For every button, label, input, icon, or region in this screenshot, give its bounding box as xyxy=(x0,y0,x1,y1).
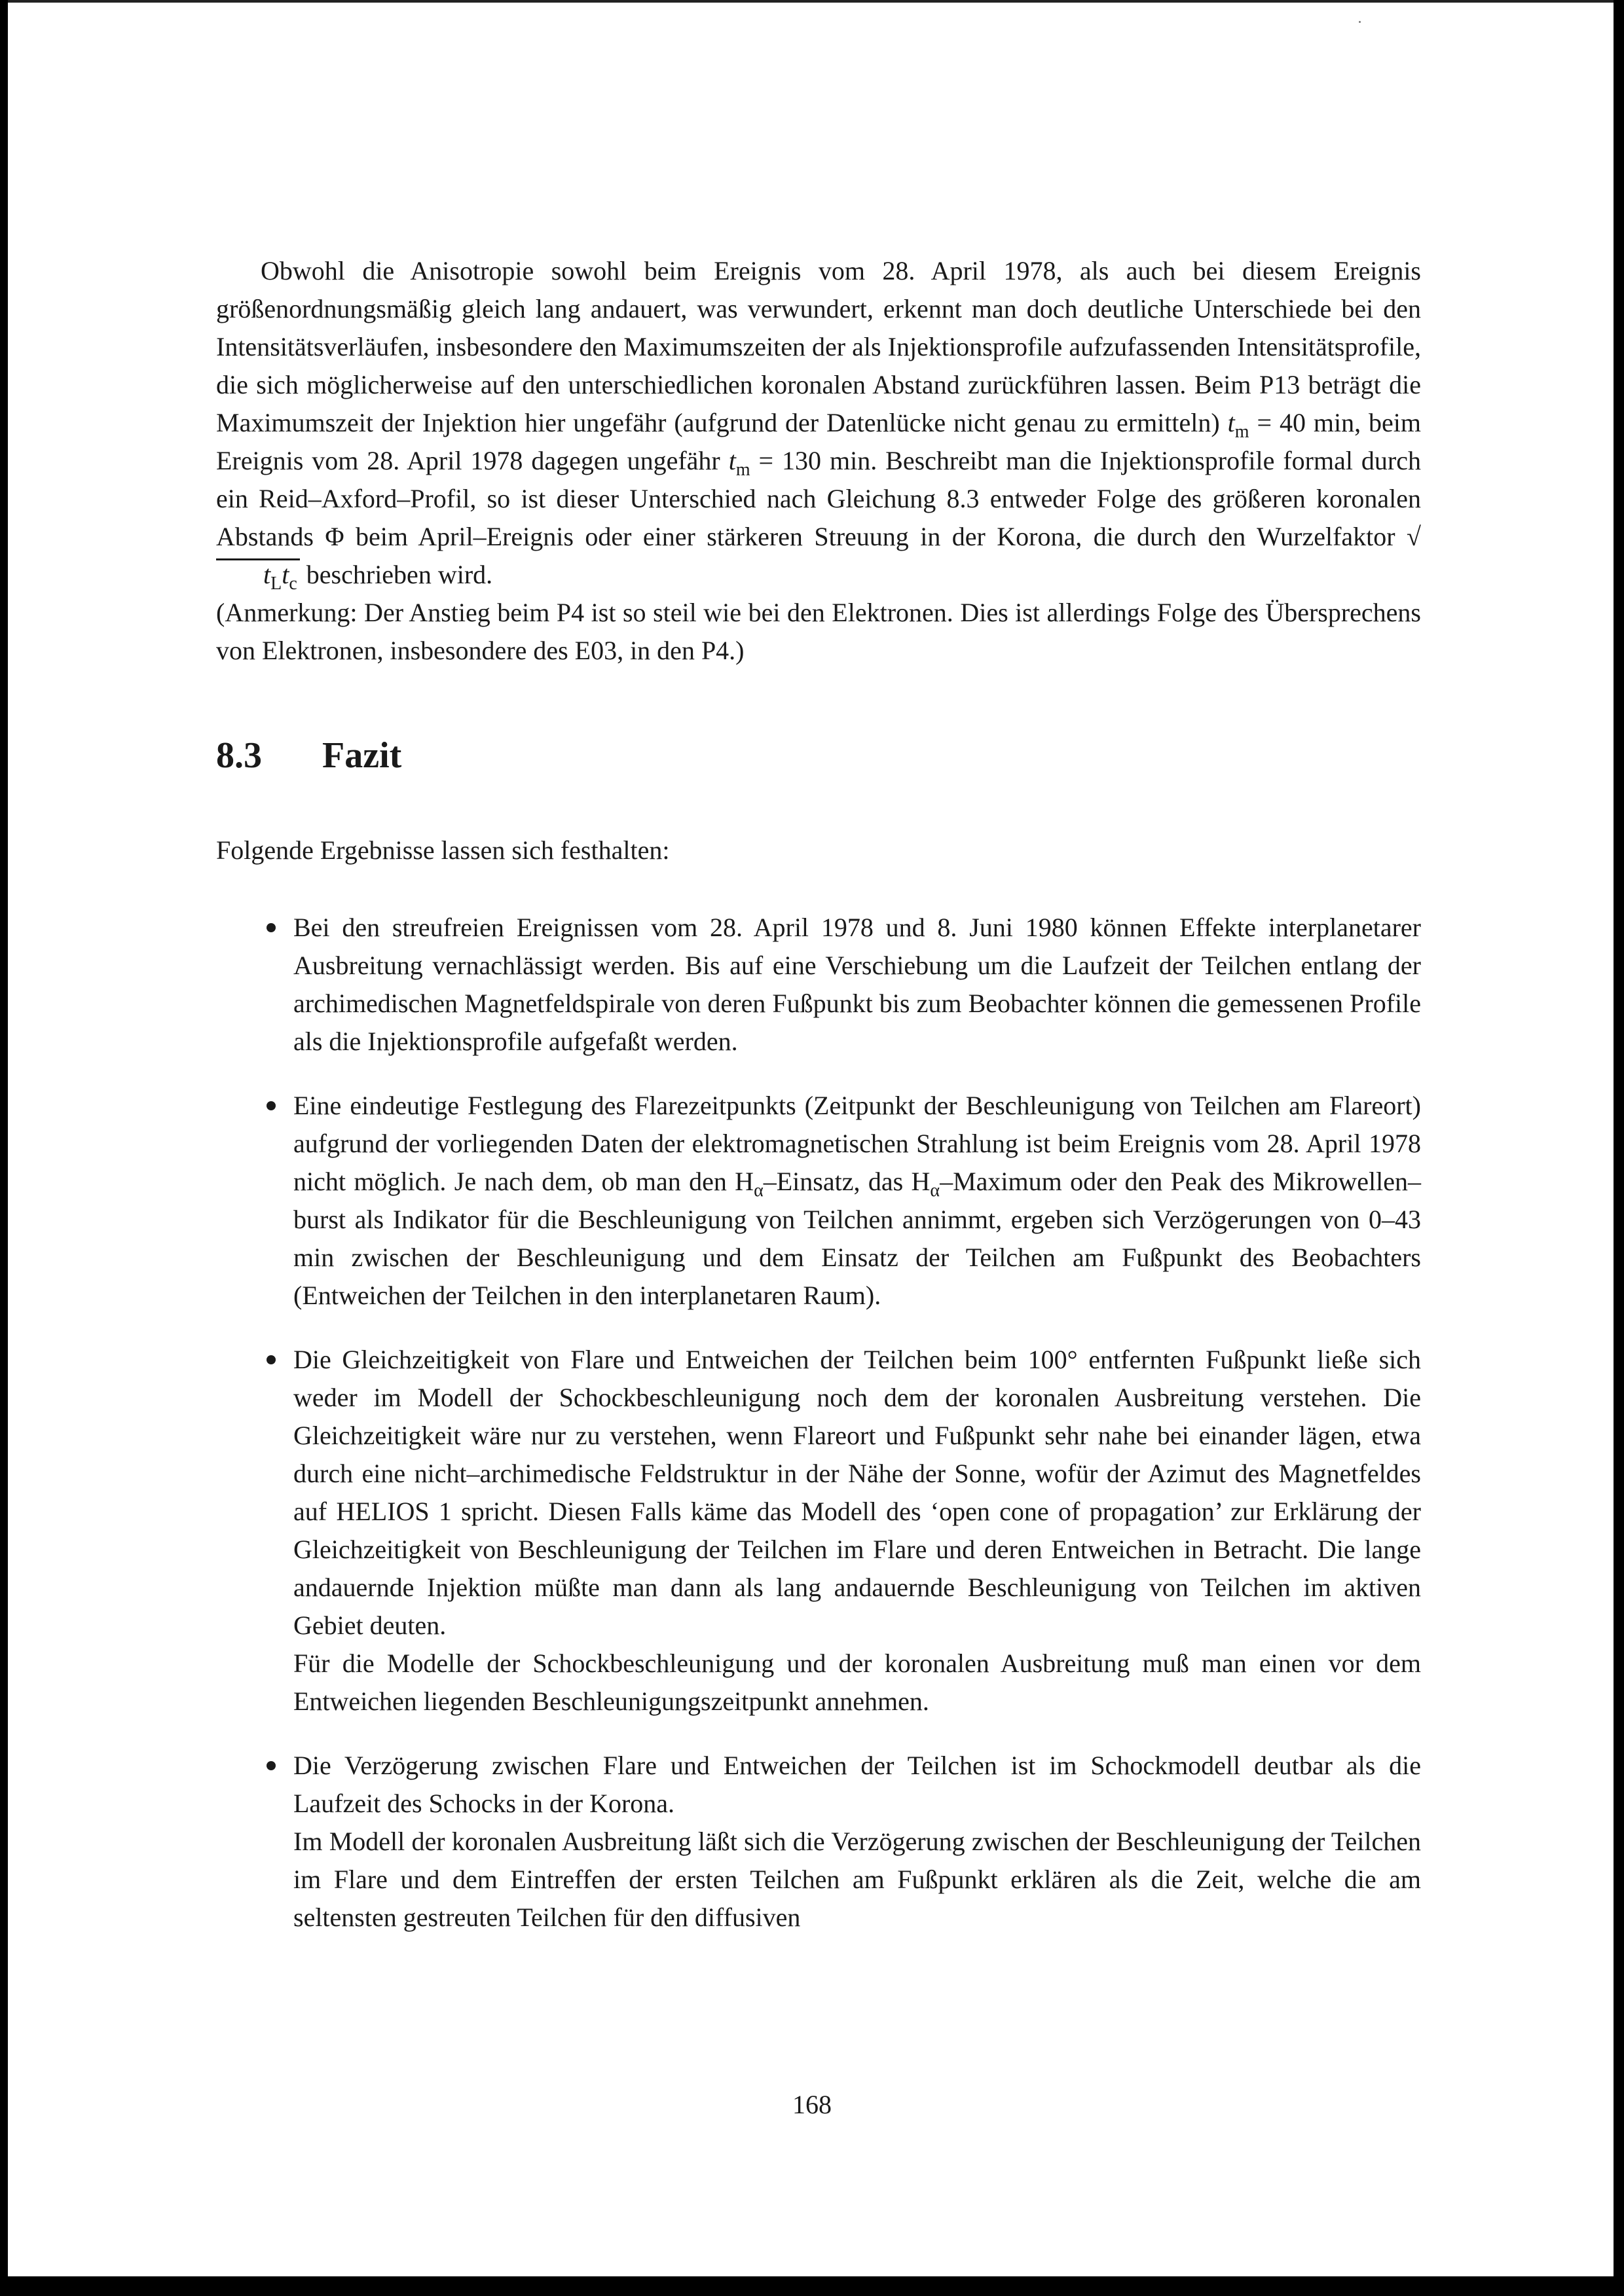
bullet-text-part: –Einsatz, das H xyxy=(763,1167,931,1196)
bullet-text: Bei den streufreien Ereignissen vom 28. April 1978 und 8. Juni 1980 können Effekte interplanetarer Ausbreitung vernachlässigt werden. Bis auf eine Verschiebung um die Laufzeit der Teilchen entlang der archimedischen Magnetfeldspirale von deren Fußpunkt bis zum Beobachter können die gemessenen Profile als die Injektionsprofile aufgefaßt werden. xyxy=(293,913,1421,1056)
tm-subscript: m xyxy=(735,460,750,480)
note-paragraph: (Anmerkung: Der Anstieg beim P4 ist so steil wie bei den Elektronen. Dies ist allerdings Folge des Übersprechens von Elektronen, insbesondere des E03, in den P4.) xyxy=(216,598,1421,665)
bullet-text: Die Verzögerung zwischen Flare und Entweichen der Teilchen ist im Schockmodell deutbar als die Laufzeit des Schocks in der Korona. xyxy=(293,1751,1421,1818)
sqrt-symbol: √ xyxy=(1407,522,1421,551)
alpha-subscript: α xyxy=(754,1180,764,1201)
bullet-followup: Für die Modelle der Schockbeschleunigung und der koronalen Ausbreitung muß man einen vor dem Entweichen liegenden Beschleunigungszeitpunkt annehmen. xyxy=(293,1649,1421,1716)
lead-sentence: Folgende Ergebnisse lassen sich festhalten: xyxy=(216,835,670,865)
bullet-text-part: Eine eindeutige Festlegung des Flarezeitpunkts (Zeitpunkt der Beschleunigung von Teilchen am Flareort) aufgrund der vorliegenden Daten der elektromagnetischen Strahlung ist beim Ereignis vom 28. April 1978 nicht möglich. Je nach dem, ob man den H xyxy=(293,1091,1421,1196)
bullet-text-part: –Maximum oder den Peak des Mikrowellen–burst als Indikator für die Beschleunigung von Teilchen annimmt, ergeben sich Verzögerungen von 0–43 min zwischen der Beschleunigung und dem Einsatz der Teilchen am Fußpunkt des Beobachters (Entweichen der Teilchen in den interplanetaren Raum). xyxy=(293,1167,1421,1310)
scan-edge-bottom xyxy=(0,2276,1624,2296)
intro-text-3: = 130 min. Beschreibt man die Injektionsprofile formal durch ein Reid–Axford–Profil, so ist dieser Unterschied nach Gleichung 8.3 entweder Folge des größeren koronalen Abstands Φ beim April–Ereignis oder einer stärkeren Streuung in der Korona, die durch den Wurzelfaktor xyxy=(216,446,1421,551)
scan-edge-right xyxy=(1614,0,1624,2296)
intro-text-4: beschrieben wird. xyxy=(299,560,493,589)
section-heading xyxy=(216,732,1421,779)
bullet-text: Die Gleichzeitigkeit von Flare und Entweichen der Teilchen beim 100° entfernten Fußpunkt ließe sich weder im Modell der Schockbeschleunigung noch dem der koronalen Ausbreitung verstehen. Die Gleichzeitigkeit wäre nur zu verstehen, wenn Flareort und Fußpunkt sehr nahe bei einander lägen, etwa durch eine nicht–archimedische Feldstruktur in der Nähe der Sonne, wofür der Azimut des Magnetfeldes auf HELIOS 1 spricht. Diesen Falls käme das Modell des ‘open cone of propagation’ zur Erklärung der Gleichzeitigkeit von Beschleunigung der Teilchen im Flare und deren Entweichen in Betracht. Die lange andauernde Injektion müßte man dann als lang andauernde Beschleunigung von Teilchen im aktiven Gebiet deuten. xyxy=(293,1345,1421,1640)
list-item xyxy=(216,1341,1421,1721)
bullet-text xyxy=(293,1087,1421,1315)
intro-text-1: Obwohl die Anisotropie sowohl beim Ereignis vom 28. April 1978, als auch bei diesem Ereignis größenordnungsmäßig gleich lang andauert, was verwundert, erkennt man doch deutliche Unterschiede bei den Intensitätsverläufen, insbesondere den Maximumszeiten der als Injektionsprofile aufzufassenden Intensitätsprofile, die sich möglicherweise auf den unterschiedlichen koronalen Abstand zurückführen lassen. Beim P13 beträgt die Maximumszeit der Injektion hier ungefähr (aufgrund der Datenlücke nicht genau zu ermitteln) xyxy=(216,256,1421,437)
tm-variable: t xyxy=(728,446,736,475)
page-number: 168 xyxy=(792,2090,832,2119)
sqrt-radicand xyxy=(216,558,300,594)
scan-edge-top xyxy=(0,0,1624,3)
tm-subscript: m xyxy=(1234,422,1249,442)
list-item xyxy=(216,1747,1421,1937)
bullet-icon xyxy=(267,923,276,932)
bullet-icon xyxy=(267,1101,276,1110)
results-list xyxy=(216,909,1421,1937)
scan-edge-left xyxy=(0,0,8,2296)
bullet-icon xyxy=(267,1355,276,1364)
intro-paragraph xyxy=(216,252,1421,594)
alpha-subscript: α xyxy=(930,1180,940,1201)
bullet-followup: Im Modell der koronalen Ausbreitung läßt sich die Verzögerung zwischen der Beschleunigung der Teilchen im Flare und dem Eintreffen der ersten Teilchen am Fußpunkt erklären als die Zeit, welche die am seltensten gestreuten Teilchen für den diffusiven xyxy=(293,1827,1421,1932)
tl-subscript: L xyxy=(270,574,282,594)
page-body xyxy=(216,252,1421,1963)
scan-speck xyxy=(1359,21,1361,23)
tc-subscript: c xyxy=(289,574,297,594)
tc-variable: t xyxy=(282,560,289,589)
bullet-icon xyxy=(267,1761,276,1770)
intro-text-2: = 40 min, beim Ereignis vom 28. April 1978 dagegen ungefähr xyxy=(216,408,1421,475)
tm-variable: t xyxy=(1227,408,1235,437)
section-number: 8.3 xyxy=(216,735,262,776)
tl-variable: t xyxy=(263,560,271,589)
list-item xyxy=(216,909,1421,1061)
list-item xyxy=(216,1087,1421,1315)
section-title: Fazit xyxy=(322,735,402,776)
